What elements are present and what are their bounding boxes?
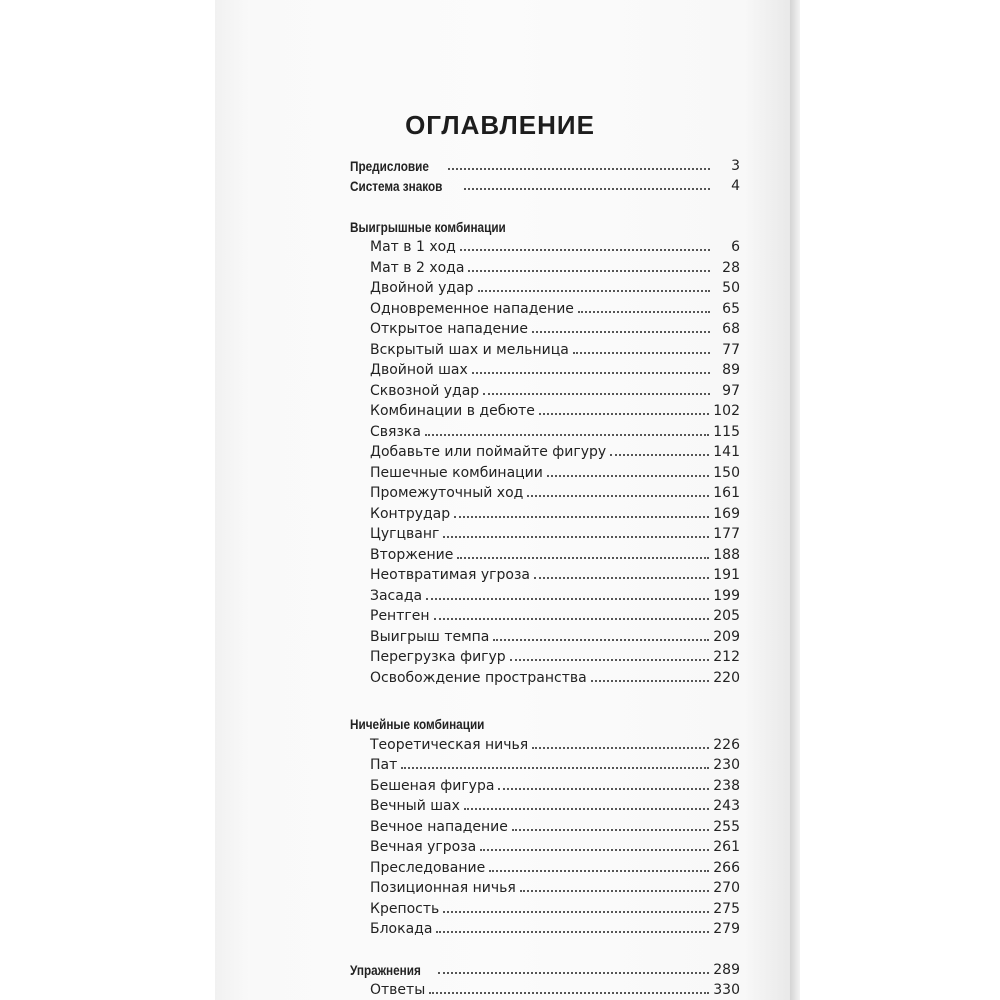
toc-entry <box>350 583 740 604</box>
toc-entry-page: 50 <box>722 280 740 296</box>
toc-entry-page: 289 <box>713 961 740 978</box>
toc-entry-label: Засада <box>370 587 423 604</box>
toc-entry-exercises <box>350 957 740 978</box>
dot-leader <box>539 413 709 415</box>
dot-leader <box>464 808 709 810</box>
dot-leader <box>532 331 710 333</box>
toc-entry-page: 275 <box>713 900 740 917</box>
toc-entry-page: 89 <box>722 362 740 378</box>
toc-entry-label: Преследование <box>370 859 486 876</box>
toc-entry-label: Мат в 2 хода <box>370 259 465 276</box>
toc-entry <box>350 235 740 256</box>
toc-entry <box>350 296 740 317</box>
section-winning-list <box>350 235 740 686</box>
toc-entry <box>350 276 740 297</box>
toc-entry-preface <box>350 153 740 174</box>
dot-leader <box>425 434 709 436</box>
toc-entry-label: Освобождение пространства <box>370 669 587 686</box>
dot-leader <box>478 290 710 292</box>
toc-entry-page: 68 <box>722 321 740 337</box>
toc-entry <box>350 917 740 938</box>
toc-entry <box>350 732 740 753</box>
toc-entry-label: Цугцванг <box>370 526 440 542</box>
toc-entry-label: Промежуточный ход <box>370 485 524 501</box>
toc-entry <box>350 378 740 399</box>
toc-entry-label: Пат <box>370 757 398 773</box>
dot-leader <box>436 931 709 933</box>
dot-leader <box>573 352 710 354</box>
toc-entry-label: Открытое нападение <box>370 321 528 337</box>
section-drawing-list <box>350 732 740 937</box>
toc-entry <box>350 501 740 522</box>
toc-entry-page: 270 <box>713 880 740 896</box>
toc-entry-page: 199 <box>713 587 740 604</box>
dot-leader <box>578 311 710 313</box>
page-edge <box>790 0 800 1000</box>
table-of-contents <box>350 153 740 998</box>
toc-entry <box>350 358 740 379</box>
toc-entry <box>350 753 740 774</box>
toc-entry-page: 77 <box>722 341 740 358</box>
toc-entry-label: Упражнения <box>350 961 421 978</box>
toc-entry-label: Позиционная ничья <box>370 880 516 896</box>
toc-entry-label: Крепость <box>370 900 440 917</box>
toc-entry-page: 330 <box>713 982 740 998</box>
toc-entry <box>350 794 740 815</box>
toc-entry-label: Вечный шах <box>370 798 460 814</box>
toc-entry-label: Бешеная фигура <box>370 777 495 794</box>
toc-entry <box>350 645 740 666</box>
toc-entry <box>350 624 740 645</box>
toc-entry-page: 65 <box>722 300 740 317</box>
toc-entry-page: 115 <box>713 423 740 440</box>
toc-entry-page: 243 <box>713 798 740 814</box>
toc-entry-label: Мат в 1 ход <box>370 239 456 255</box>
dot-leader <box>512 829 709 831</box>
toc-entry <box>350 876 740 897</box>
toc-entry-label: Комбинации в дебюте <box>370 403 535 419</box>
toc-entry <box>350 542 740 563</box>
dot-leader <box>483 393 710 395</box>
toc-entry <box>350 399 740 420</box>
toc-entry-page: 191 <box>713 567 740 583</box>
dot-leader <box>520 890 709 892</box>
dot-leader <box>457 557 709 559</box>
toc-entry <box>350 665 740 686</box>
toc-entry-page: 230 <box>713 757 740 773</box>
dot-leader <box>527 495 709 497</box>
toc-entry-page: 6 <box>731 239 740 255</box>
toc-entry <box>350 563 740 584</box>
toc-entry-label: Одновременное нападение <box>370 300 574 317</box>
dot-leader <box>454 516 709 518</box>
toc-entry <box>350 896 740 917</box>
toc-entry-page: 238 <box>713 777 740 794</box>
toc-entry <box>350 814 740 835</box>
dot-leader <box>480 849 709 851</box>
toc-entry-page: 150 <box>713 464 740 481</box>
toc-entry-page: 169 <box>713 505 740 522</box>
dot-leader <box>547 475 709 477</box>
toc-entry <box>350 835 740 856</box>
dot-leader <box>610 454 709 456</box>
toc-entry-label: Вечная угроза <box>370 839 477 855</box>
toc-entry-page: 28 <box>722 259 740 276</box>
toc-entry-label: Ответы <box>370 982 426 998</box>
dot-leader <box>498 788 709 790</box>
toc-entry-label: Предисловие <box>350 157 429 174</box>
toc-entry-page: 255 <box>713 818 740 835</box>
toc-entry-page: 188 <box>713 546 740 563</box>
dot-leader <box>510 659 710 661</box>
toc-entry <box>350 460 740 481</box>
page-title: ОГЛАВЛЕНИЕ <box>405 110 595 140</box>
dot-leader <box>438 972 709 974</box>
toc-entry <box>350 855 740 876</box>
toc-entry-label: Неотвратимая угроза <box>370 567 530 583</box>
toc-entry-page: 161 <box>713 485 740 501</box>
toc-entry <box>350 481 740 502</box>
toc-entry-page: 205 <box>713 608 740 624</box>
toc-entry-label: Перегрузка фигур <box>370 649 506 665</box>
toc-entry-label: Двойной шах <box>370 362 468 378</box>
toc-entry-label: Вечное нападение <box>370 818 508 835</box>
toc-entry-page: 279 <box>713 921 740 937</box>
toc-entry-label: Связка <box>370 423 421 440</box>
toc-entry-page: 266 <box>713 859 740 876</box>
toc-entry <box>350 255 740 276</box>
toc-entry-label: Добавьте или поймайте фигуру <box>370 444 607 460</box>
section-heading-winning: Выигрышные комбинации <box>350 218 506 235</box>
toc-entry-label: Теоретическая ничья <box>370 736 529 753</box>
toc-entry-page: 97 <box>722 382 740 399</box>
toc-entry-label: Система знаков <box>350 178 443 194</box>
toc-entry-page: 209 <box>713 628 740 645</box>
section-heading-drawing: Ничейные комбинации <box>350 716 485 732</box>
toc-entry-page: 226 <box>713 736 740 753</box>
toc-entry-page: 102 <box>713 403 740 419</box>
toc-entry <box>350 419 740 440</box>
toc-entry-label: Двойной удар <box>370 280 474 296</box>
dot-leader <box>493 639 709 641</box>
toc-entry <box>350 440 740 461</box>
toc-entry-page: 141 <box>713 444 740 460</box>
toc-entry-label: Блокада <box>370 921 433 937</box>
toc-entry-answers <box>350 978 740 999</box>
dot-leader <box>460 249 710 251</box>
toc-entry-label: Выигрыш темпа <box>370 628 490 645</box>
toc-entry-label: Сквозной удар <box>370 382 480 399</box>
toc-entry-page: 4 <box>731 178 740 194</box>
toc-entry <box>350 773 740 794</box>
toc-entry-label: Контрудар <box>370 505 451 522</box>
dot-leader <box>448 168 710 170</box>
dot-leader <box>443 911 709 913</box>
toc-entry <box>350 317 740 338</box>
toc-entry-page: 3 <box>731 157 740 174</box>
dot-leader <box>464 188 710 190</box>
dot-leader <box>532 747 709 749</box>
toc-entry <box>350 604 740 625</box>
dot-leader <box>472 372 710 374</box>
toc-entry <box>350 522 740 543</box>
toc-entry-label: Рентген <box>370 608 430 624</box>
toc-entry-page: 220 <box>713 669 740 686</box>
toc-entry-label: Вторжение <box>370 546 454 563</box>
toc-entry-label: Пешечные комбинации <box>370 464 543 481</box>
toc-entry-page: 261 <box>713 839 740 855</box>
dot-leader <box>429 992 709 994</box>
toc-entry <box>350 337 740 358</box>
toc-entry-page: 212 <box>713 649 740 665</box>
dot-leader <box>591 680 710 682</box>
dot-leader <box>468 270 710 272</box>
dot-leader <box>401 767 709 769</box>
dot-leader <box>434 618 710 620</box>
toc-entry-page: 177 <box>713 526 740 542</box>
dot-leader <box>426 598 709 600</box>
toc-entry-label: Вскрытый шах и мельница <box>370 341 569 358</box>
dot-leader <box>534 577 709 579</box>
dot-leader <box>489 870 709 872</box>
dot-leader <box>443 536 709 538</box>
toc-entry-notation <box>350 174 740 195</box>
